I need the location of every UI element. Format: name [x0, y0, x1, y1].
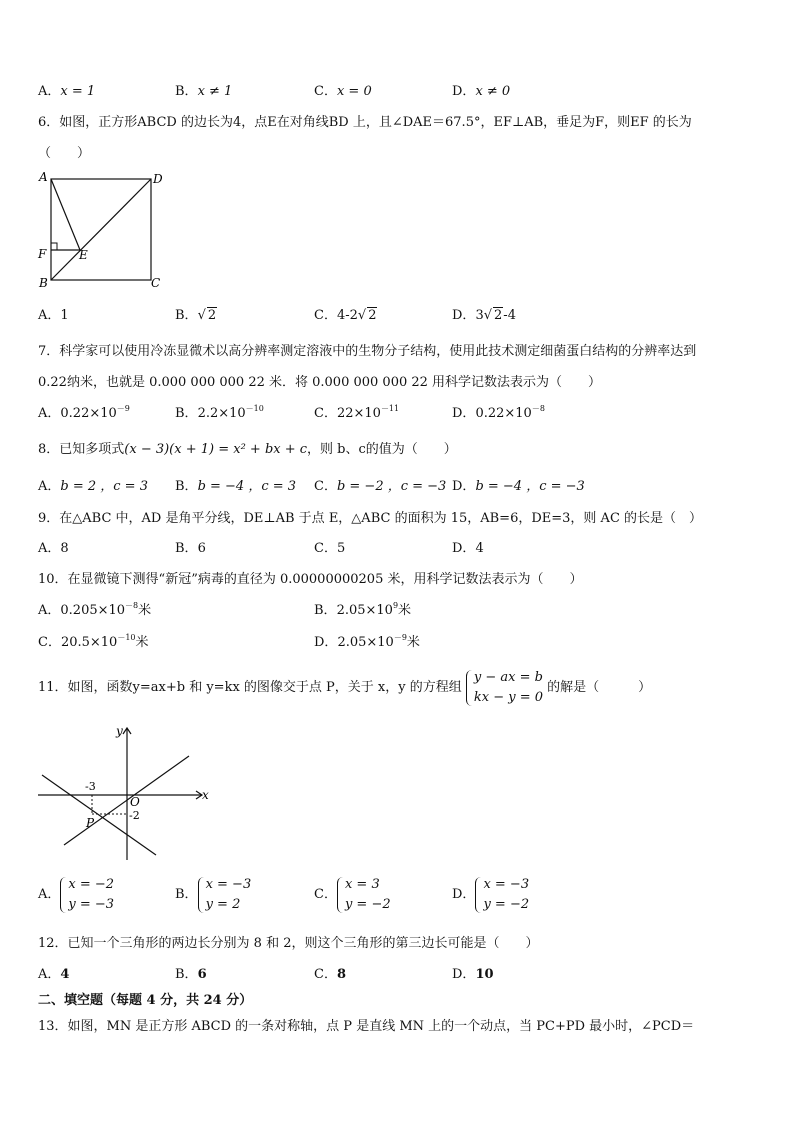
q8-option-b: B．b = −4 ，c = 3	[175, 479, 297, 494]
q10-option-d: D．$2.05\times 10^{-9}$米	[314, 633, 420, 650]
q5-option-d: D．x ≠ 0	[452, 84, 511, 99]
q11-label-x: x	[202, 788, 209, 802]
q8-expression: (x − 3)(x + 1) = x² + bx + c	[124, 442, 308, 457]
q6-answer-paren: （ ）	[38, 146, 91, 161]
q7-stem-line1: 7．科学家可以使用冷冻显微术以高分辨率测定溶液中的生物分子结构，使用此技术测定细菌蛋白结构的分辨率达到	[38, 344, 697, 359]
q6-option-b: B．√ 2	[175, 308, 217, 323]
q8-stem: 8．已知多项式(x − 3)(x + 1) = x² + bx + c，则 b、c的值为（ ）	[38, 442, 457, 457]
q12-option-c: C．8	[314, 967, 346, 982]
q6-label-c: C	[151, 276, 161, 290]
q11-label-o: O	[130, 795, 140, 809]
q10-option-a: A．$0.205\times 10^{-8}$米	[38, 601, 152, 618]
q8-option-d: D．b = −4 ，c = −3	[452, 479, 585, 494]
q9-option-d: D．4	[452, 541, 484, 556]
q6-label-b: B	[39, 276, 48, 290]
q7-option-d: D．$0.22\times 10^{-8}$	[452, 404, 545, 421]
q11-label-neg3: -3	[85, 780, 96, 793]
q6-option-a: A．1	[38, 308, 69, 323]
q6-label-e: E	[79, 248, 88, 262]
q11-option-b: B． x = −3 y = 2	[175, 873, 251, 917]
q11-option-d: D． x = −3 y = −2	[452, 873, 529, 917]
q11-label-y: y	[116, 724, 123, 738]
q10-stem: 10．在显微镜下测得“新冠”病毒的直径为 0.00000000205 米，用科学记数法表示为（ ）	[38, 572, 583, 587]
q6-option-c: C．4-2√ 2	[314, 308, 377, 323]
q6-label-a: A	[39, 170, 48, 184]
q8-option-c: C．b = −2 ，c = −3	[314, 479, 447, 494]
q11-option-a: A． x = −2 y = −3	[38, 873, 114, 917]
q6-option-d: D．3√ 2-4	[452, 308, 516, 323]
q11-label-neg2: -2	[129, 809, 140, 822]
q7-option-c: C．$22\times 10^{-11}$	[314, 404, 400, 421]
section-title-fill-in: 二、填空题（每题 4 分，共 24 分）	[38, 993, 253, 1008]
q5-option-a: A．x = 1	[38, 84, 96, 99]
q10-option-b: B．$2.05\times 10^9$米	[314, 601, 412, 618]
q12-option-d: D．10	[452, 967, 494, 982]
q9-stem: 9．在△ABC 中，AD 是角平分线，DE⊥AB 于点 E，△ABC 的面积为 15，AB=6，DE=3，则 AC 的长是（ ）	[38, 511, 703, 526]
q7-option-b: B．$2.2\times 10^{-10}$	[175, 404, 264, 421]
q11-equation-system: y − ax = b kx − y = 0	[466, 668, 543, 708]
q6-stem: 6．如图，正方形ABCD 的边长为4，点E在对角线BD 上，且∠DAE＝67.5°，EF⊥AB，垂足为F，则EF 的长为	[38, 115, 692, 130]
q11-stem: 11．如图，函数y=ax+b 和 y=kx 的图像交于点 P，关于 x，y 的方程组 y − ax = b kx − y = 0 的解是（ ）	[38, 666, 651, 710]
q11-option-c: C． x = 3 y = −2	[314, 873, 391, 917]
q12-option-b: B．6	[175, 967, 207, 982]
q9-option-a: A．8	[38, 541, 69, 556]
q7-option-a: A．$0.22\times 10^{-9}$	[38, 404, 130, 421]
q12-stem: 12．已知一个三角形的两边长分别为 8 和 2，则这个三角形的第三边长可能是（ ）	[38, 936, 539, 951]
q13-stem: 13．如图，MN 是正方形 ABCD 的一条对称轴，点 P 是直线 MN 上的一个动点，当 PC+PD 最小时，∠PCD＝	[38, 1019, 695, 1034]
q11-label-p: P	[86, 816, 95, 830]
q8-option-a: A．b = 2 ，c = 3	[38, 479, 148, 494]
q9-option-c: C．5	[314, 541, 346, 556]
q6-label-f: F	[38, 247, 47, 261]
q5-option-c: C．x = 0	[314, 84, 372, 99]
q9-option-b: B．6	[175, 541, 206, 556]
q6-square-figure	[36, 170, 166, 290]
q6-label-d: D	[153, 172, 163, 186]
q7-stem-line2: 0.22纳米，也就是 0.000 000 000 22 米．将 0.000 000 000 22 用科学记数法表示为（ ）	[38, 375, 602, 390]
q11-coordinate-figure	[34, 720, 224, 865]
q10-option-c: C．$20.5\times 10^{-10}$米	[38, 633, 149, 650]
q12-option-a: A．4	[38, 967, 70, 982]
q5-option-b: B．x ≠ 1	[175, 84, 233, 99]
